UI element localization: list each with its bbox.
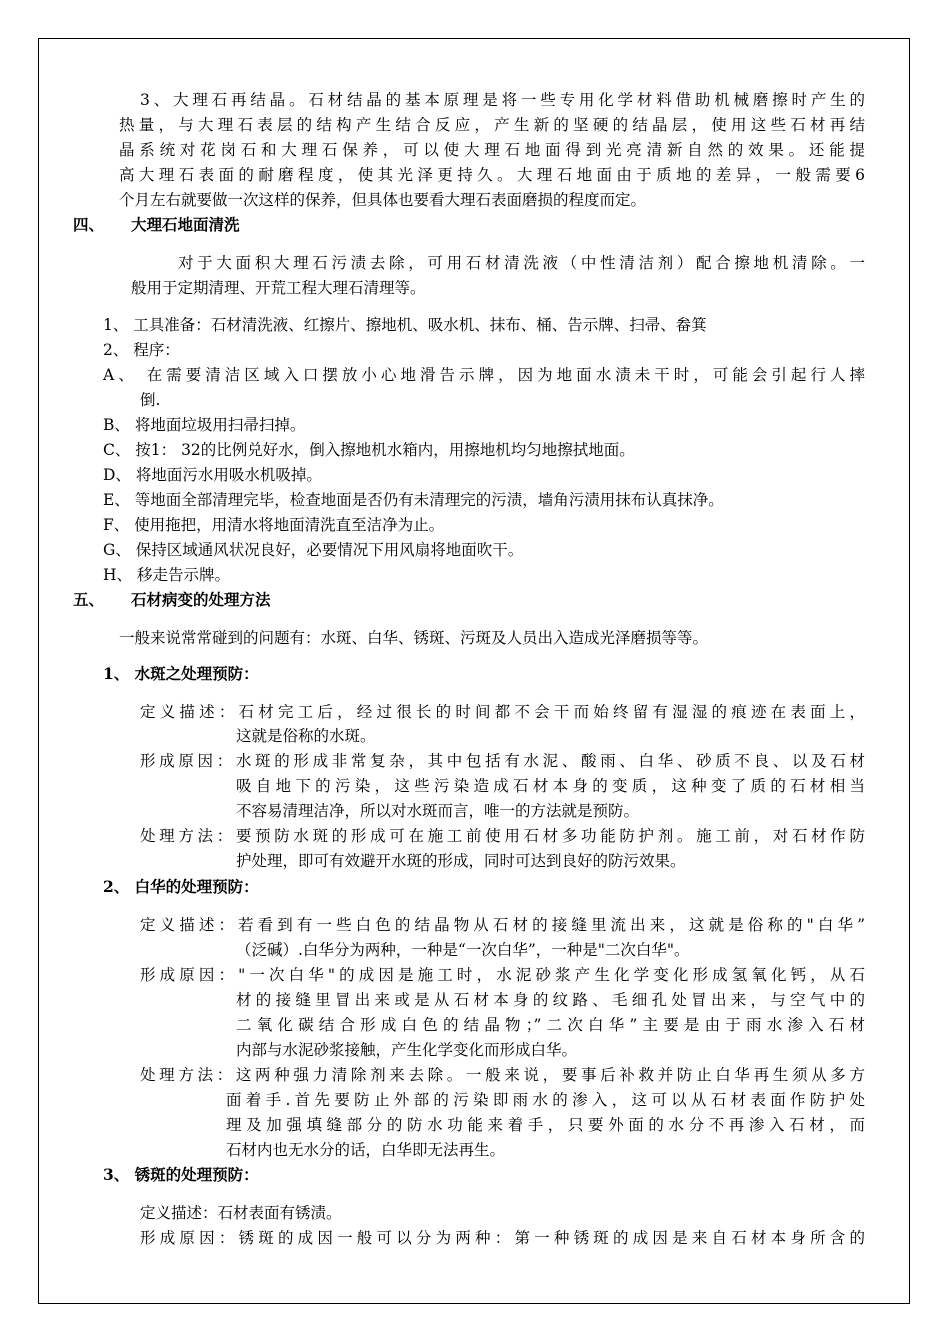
paragraph-line: 个月左右就要做一次这样的保养，但具体也要看大理石表面磨损的程度而定。 xyxy=(119,191,647,209)
cause-line: 形成原因：锈斑的成因一般可以分为两种：第一种锈斑的成因是来自石材本身所含的 xyxy=(140,1229,865,1247)
subsection-heading: 3、 锈斑的处理预防： xyxy=(103,1165,259,1184)
definition-line: （泛碱）.白华分为两种，一种是“一次白华”，一种是"二次白华"。 xyxy=(236,941,690,959)
cause-line: 二氧化碳结合形成白色的结晶物；”二次白华”主要是由于雨水渗入石材 xyxy=(236,1016,865,1034)
section-heading: 石材病变的处理方法 xyxy=(131,590,271,609)
section-number: 四、 xyxy=(73,215,105,234)
subsection-heading: 1、 水斑之处理预防： xyxy=(103,664,259,683)
paragraph-line: 高大理石表面的耐磨程度，使其光泽更持久。大理石地面由于质地的差异，一般需要6 xyxy=(119,166,865,184)
definition-line: 这就是俗称的水斑。 xyxy=(236,727,376,745)
subsection-heading: 2、 白华的处理预防： xyxy=(103,877,259,896)
definition-line: 定义描述：石材完工后，经过很长的时间都不会干而始终留有湿湿的痕迹在表面上， xyxy=(140,703,865,721)
definition-line: 定义描述：石材表面有锈渍。 xyxy=(140,1204,342,1222)
list-item: 倒. xyxy=(140,391,161,409)
paragraph-line: 晶系统对花岗石和大理石保养，可以使大理石地面得到光亮清新自然的效果。还能提 xyxy=(119,141,865,159)
paragraph-line: 3、大理石再结晶。石材结晶的基本原理是将一些专用化学材料借助机械磨擦时产生的 xyxy=(140,91,865,109)
definition-line: 定义描述：若看到有一些白色的结晶物从石材的接缝里流出来，这就是俗称的"白华” xyxy=(140,916,865,934)
cause-line: 内部与水泥砂浆接触，产生化学变化而形成白华。 xyxy=(236,1041,578,1059)
method-line: 理及加强填缝部分的防水功能来着手，只要外面的水分不再渗入石材，而 xyxy=(226,1116,865,1134)
list-item: 2、 程序： xyxy=(103,341,180,359)
paragraph-line: 一般来说常常碰到的问题有：水斑、白华、锈斑、污斑及人员出入造成光泽磨损等等。 xyxy=(119,629,709,647)
method-line: 石材内也无水分的话，白华即无法再生。 xyxy=(226,1141,506,1159)
cause-line: 吸自地下的污染，这些污染造成石材本身的变质，这种变了质的石材相当 xyxy=(236,777,865,795)
paragraph-line: 般用于定期清理、开荒工程大理石清理等。 xyxy=(131,279,426,297)
method-line: 面着手.首先要防止外部的污染即雨水的渗入，这可以从石材表面作防护处 xyxy=(226,1091,865,1109)
list-item: 1、 工具准备：石材清洗液、红擦片、擦地机、吸水机、抹布、桶、告示牌、扫帚、畚箕 xyxy=(103,316,707,334)
cause-line: 不容易清理洁净，所以对水斑而言，唯一的方法就是预防。 xyxy=(236,802,640,820)
paragraph-line: 对于大面积大理石污渍去除，可用石材清洗液（中性清洁剂）配合擦地机清除。一 xyxy=(178,254,865,272)
section-heading: 大理石地面清洗 xyxy=(131,215,240,234)
list-item: A、 在需要清洁区域入口摆放小心地滑告示牌，因为地面水渍未干时，可能会引起行人摔 xyxy=(103,366,865,384)
list-item: D、 将地面污水用吸水机吸掉。 xyxy=(103,466,322,484)
list-item: F、 使用拖把，用清水将地面清洗直至洁净为止。 xyxy=(103,516,445,534)
list-item: G、 保持区域通风状况良好，必要情况下用风扇将地面吹干。 xyxy=(103,541,524,559)
section-number: 五、 xyxy=(73,590,105,609)
list-item: C、 按1： 32的比例兑好水，倒入擦地机水箱内，用擦地机均匀地擦拭地面。 xyxy=(103,441,635,459)
cause-line: 形成原因：水斑的形成非常复杂，其中包括有水泥、酸雨、白华、砂质不良、以及石材 xyxy=(140,752,865,770)
list-item: E、 等地面全部清理完毕，检查地面是否仍有未清理完的污渍，墙角污渍用抹布认真抹净。 xyxy=(103,491,724,509)
list-item: H、 移走告示牌。 xyxy=(103,566,230,584)
method-line: 处理方法：要预防水斑的形成可在施工前使用石材多功能防护剂。施工前，对石材作防 xyxy=(140,827,865,845)
cause-line: 材的接缝里冒出来或是从石材本身的纹路、毛细孔处冒出来，与空气中的 xyxy=(236,991,865,1009)
cause-line: 形成原因："一次白华"的成因是施工时，水泥砂浆产生化学变化形成氢氧化钙，从石 xyxy=(140,966,865,984)
method-line: 处理方法：这两种强力清除剂来去除。一般来说，要事后补救并防止白华再生须从多方 xyxy=(140,1066,865,1084)
list-item: B、 将地面垃圾用扫帚扫掉。 xyxy=(103,416,306,434)
paragraph-line: 热量，与大理石表层的结构产生结合反应，产生新的坚硬的结晶层，使用这些石材再结 xyxy=(119,116,865,134)
method-line: 护处理，即可有效避开水斑的形成，同时可达到良好的防污效果。 xyxy=(236,852,686,870)
